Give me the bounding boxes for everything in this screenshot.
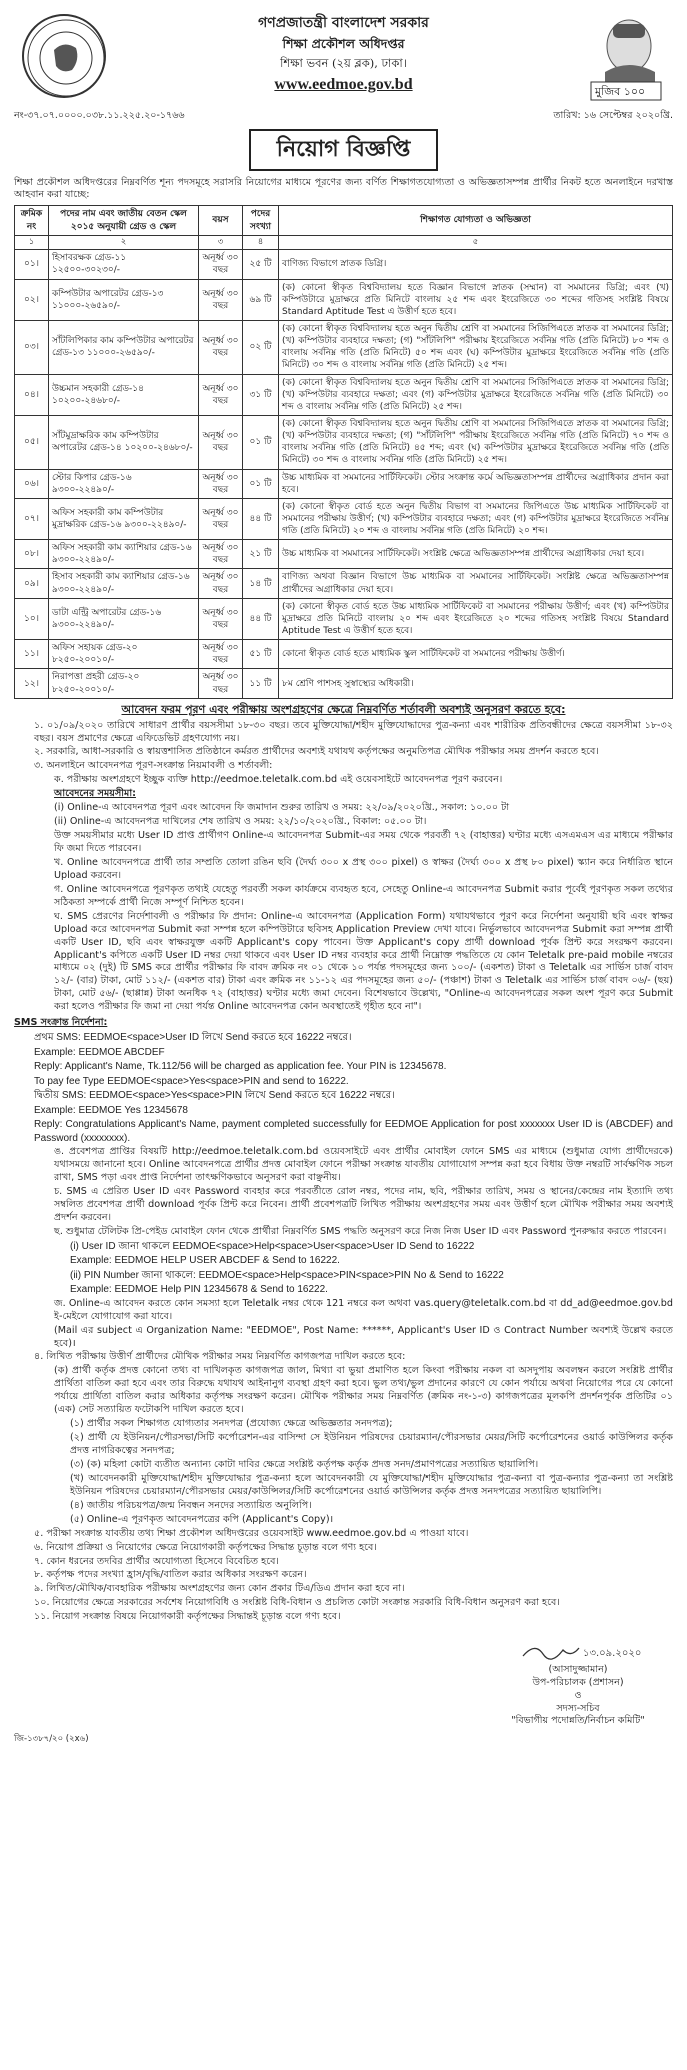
sms-line: Example: EEDMOE Yes 12345678 <box>34 1104 188 1116</box>
cell-count: ৩১ টি <box>243 374 279 415</box>
rule-doc-a: (ক) প্রার্থী কর্তৃক প্রদত্ত কোনো তথ্য বা দাখিলকৃত কাগজপত্র জাল, মিথ্যা বা ভুয়া প্রমাণিত হলে কিংবা পরীক্ষায় নকল বা অসদুপায় অবলম্বন করলে সংশ্লিষ্ট প্রার্থীর প্রার্থিতা বাতিল করা হবে এবং তার বিরুদ্ধে যথাযথ আইনানুগ ব্যবস্থা গ্রহণ করা হবে। ভুল তথ্য/ভুল প্রদানের কারণে যে কোন পর্যায়ে অথবা নিয়োগের পরে যে কোনো পর্যায়ে প্রার্থিতা বাতিল করার অধিকার কর্তৃপক্ষ সংরক্ষণ করেন। মৌখিক পরীক্ষার সময় নিম্নবর্ণিত (ক্রমিক নং-১-৩) কাগজপত্রের মূলকপি প্রদর্শনপূর্বক প্রতিটির ০১ (এক) সেট সত্যায়িত ফটোকপি দাখিল করতে হবে। <box>54 1365 673 1416</box>
col-number: ২ <box>49 235 199 250</box>
cell-qualification: (ক) কোনো স্বীকৃত বিশ্ববিদ্যালয় হতে অনুন দ্বিতীয় শ্রেণি বা সমমানের সিজিপিএতে স্নাতক বা সমমানের ডিগ্রি; (খ) কম্পিউটার ব্যবহারে দক্ষতা; এবং (গ) কম্পিউটার মুদ্রাক্ষরে ইংরেজিতে সর্বনিম্ন গতি (প্রতি মিনিটে) ৩০ শব্দ ও বাংলায় সর্বনিম্ন গতি (প্রতি মিনিটে) ২৫ শব্দ। <box>279 374 673 415</box>
department-address: শিক্ষা ভবন (২য় ব্লক), ঢাকা। <box>280 55 407 70</box>
cell-age: অনূর্ধ্ব ৩০ বছর <box>199 415 243 469</box>
website-link[interactable]: www.eedmoe.gov.bd <box>274 76 413 94</box>
table-row <box>15 669 673 698</box>
signature-scribble <box>483 1638 673 1664</box>
signature-date: ১৩.০৯.২০২০ <box>583 1648 642 1660</box>
table-row <box>15 540 673 569</box>
th-qualification: শিক্ষাগত যোগ্যতা ও অভিজ্ঞতা <box>279 206 673 235</box>
schedule-end: (ii) Online-এ আবেদনপত্র দাখিলের শেষ তারিখ ও সময়: ২২/১০/২০২০খ্রি., বিকাল: ০৫.০০ টা। <box>54 816 427 828</box>
rule-doc-e: (খ) আবেদনকারী মুক্তিযোদ্ধা/শহীদ মুক্তিযোদ্ধার পুত্র-কন্যা হলে আবেদনকারী যে মুক্তিযোদ্ধা/শহীদ মুক্তিযোদ্ধার পুত্র-কন্যা বা পুত্র-কন্যার পুত্র-কন্যা তা সংশ্লিষ্ট ইউনিয়ন পরিষদের চেয়ারম্যান/পৌরসভার মেয়র/কাউন্সিলর/সিটি কর্পোরেশনের ওয়ার্ড কাউন্সিলর কর্তৃক প্রদত্ত সনদপত্রের সত্যায়িত ছায়ালিপি। <box>70 1472 673 1497</box>
cell-age: অনূর্ধ্ব ৩০ বছর <box>199 279 243 320</box>
cell-post-name: সাঁটলিপিকার কাম কম্পিউটার অপারেটর গ্রেড-১৩ ১১০০০-২৬৫৯০/- <box>49 320 199 374</box>
rule-sms-fee: ঘ. SMS প্রেরণের নির্দেশাবলী ও পরীক্ষার ফি প্রদান: Online-এ আবেদনপত্র (Application Form) যথাযথভাবে পূরণ করে নির্দেশনা অনুযায়ী ছবি এবং স্বাক্ষর Upload করে আবেদনপত্র Submit করা সম্পন্ন হলে কম্পিউটারে ছবিসহ Application Preview দেখা যাবে। নির্ভুলভাবে আবেদনপত্র Submit করা সম্পন্ন প্রার্থী একটি User ID, ছবি এবং স্বাক্ষরযুক্ত একটি Applicant's copy পাবেন। উক্ত Applicant's copy প্রার্থী download পূর্বক প্রিন্ট করে সংরক্ষণ করবেন। Applicant's কপিতে একটি User ID নম্বর দেয়া থাকবে এবং User ID নম্বর ব্যবহার করে প্রার্থী নিম্নোক্ত পদ্ধতিতে যে কোন Teletalk pre-paid mobile নম্বরের মাধ্যমে ০২ (দুই) টি SMS করে প্রার্থীর পরীক্ষার ফি বাবদ ক্রমিক নং ০১ থেকে ১০ পর্যন্ত পদসমূহের জন্য ১০০/- (একশত) টাকা ও Teletalk এর সার্ভিস চার্জ বাবদ ১২/- (বার) টাকা, মোট ১১২/- (একশত বার) টাকা এবং ক্রমিক নং ১১-১২ এর পদসমূহের জন্য ৫০/- (পঞ্চাশ) টাকা ও Teletalk এর সার্ভিস চার্জ বাবদ ০৬/- (ছয়) টাকা, মোট ৫৬/- (ছাপ্পান্ন) টাকা অনধিক ৭২ (বাহাত্তর) ঘণ্টার মধ্যে জমা দেবেন। বিশেষভাবে উল্লেখ্য, "Online-এ আবেদনপত্রের সকল অংশ পূরণ করে Submit করা হলেও পরীক্ষার ফি জমা না দেয়া পর্যন্ত Online আবেদনপত্র কোন অবস্থাতেই গৃহীত হবে না"। <box>54 910 673 1013</box>
condition-permission: ২. সরকারি, আধা-সরকারি ও স্বায়ত্তশাসিত প্রতিষ্ঠানে কর্মরত প্রার্থীদের অবশ্যই যথাযথ কর্তৃপক্ষের অনুমতিপত্র মৌখিক পরীক্ষার সময় প্রদর্শন করতে হবে। <box>34 746 599 758</box>
cell-qualification: উচ্চ মাধ্যমিক বা সমমানের সার্টিফিকেট। স্টোর সংক্রান্ত কর্মে অভিজ্ঞতাসম্পন্ন প্রার্থীদের অগ্রাধিকার প্রদান করা হবে। <box>279 469 673 498</box>
cell-post-name: নিরাপত্তা প্রহরী গ্রেড-২০ ৮২৫০-২০০১০/- <box>49 669 199 698</box>
col-number: ৫ <box>279 235 673 250</box>
sms-line: প্রথম SMS: EEDMOE<space>User ID লিখে Send করতে হবে 16222 নম্বরে। <box>34 1032 352 1044</box>
signer-name: (আসাদুজ্জামান) <box>548 1664 608 1676</box>
cell-age: অনূর্ধ্ব ৩০ বছর <box>199 569 243 598</box>
sms-line: (ii) PIN Number জানা থাকলে: EEDMOE<space>Help<space>PIN<space>PIN No & Send to 16222 <box>70 1269 504 1281</box>
th-post: পদের নাম এবং জাতীয় বেতন স্কেল ২০১৫ অনুযায়ী গ্রেড ও স্কেল <box>49 206 199 235</box>
cell-post-name: অফিস সহকারী কাম ক্যাশিয়ার গ্রেড-১৬ ৯৩০০-২২৪৯০/- <box>49 540 199 569</box>
notice-title: নিয়োগ বিজ্ঞপ্তি <box>249 129 439 171</box>
rule-download-admit: চ. SMS এ প্রেরিত User ID এবং Password ব্যবহার করে পরবর্তীতে রোল নম্বর, পদের নাম, ছবি, পরীক্ষার তারিখ, সময় ও স্থানের/কেন্দ্রের নাম ইত্যাদি তথ্য সম্বলিত প্রবেশপত্র প্রার্থী download পূর্বক প্রিন্ট করে নিবেন। প্রার্থী প্রবেশপত্রটি লিখিত পরীক্ষায় অংশগ্রহণের সময় এবং উত্তীর্ণ হলে মৌখিক পরীক্ষার সময় অবশ্যই প্রদর্শন করবেন। <box>54 1185 673 1223</box>
signer-designation: উপ-পরিচালক (প্রশাসন) <box>532 1677 624 1689</box>
rule-apply-url: ক. পরীক্ষায় অংশগ্রহণে ইচ্ছুক ব্যক্তি http://eedmoe.teletalk.com.bd এই ওয়েবসাইটে আবেদনপত্র পূরণ করবেন। <box>54 774 503 786</box>
table-row <box>15 320 673 374</box>
table-row <box>15 598 673 639</box>
cell-serial: ০৭। <box>15 498 49 539</box>
cell-count: ৪৪ টি <box>243 498 279 539</box>
print-code: জি-১৩৮৭/২০ (২x৬) <box>14 1734 89 1745</box>
cell-post-name: কম্পিউটার অপারেটর গ্রেড-১৩ ১১০০০-২৬৫৯০/- <box>49 279 199 320</box>
table-row <box>15 640 673 669</box>
rule-recover-credentials: ছ. শুধুমাত্র টেলিটক প্রি-পেইড মোবাইল ফোন থেকে প্রার্থীরা নিম্নবর্ণিত SMS পদ্ধতি অনুসরণ করে নিজ নিজ User ID এবং Password পুনরুদ্ধার করতে পারবেন। <box>54 1225 667 1237</box>
svg-text:মুজিব ১০০: মুজিব ১০০ <box>595 85 646 98</box>
rule-post-count: ৮. কর্তৃপক্ষ পদের সংখ্যা হ্রাস/বৃদ্ধি/বাতিল করার অধিকার সংরক্ষণ করেন। <box>34 1569 307 1581</box>
government-seal-icon <box>22 14 106 98</box>
sms-line: (i) User ID জানা থাকলে EEDMOE<space>Help<space>User<space>User ID Send to 16222 <box>70 1240 475 1252</box>
cell-qualification: (ক) কোনো স্বীকৃত বোর্ড হতে উচ্চ মাধ্যমিক সার্টিফিকেট বা সমমানের পরীক্ষায় উত্তীর্ণ; এবং (খ) কম্পিউটার মুদ্রাক্ষরে প্রতি মিনিটে বাংলায় ২০ শব্দ এবং ইংরেজিতে ২০ শব্দের গতিসহ সংশ্লিষ্ট বিষয়ে Standard Aptitude Test এ উত্তীর্ণ হতে হবে। <box>279 598 673 639</box>
cell-post-name: অফিস সহকারী কাম কম্পিউটার মুদ্রাক্ষরিক গ্রেড-১৬ ৯৩০০-২২৪৯০/- <box>49 498 199 539</box>
rule-quota: ১০. নিয়োগের ক্ষেত্রে সরকারের সর্বশেষ নিয়োগবিধি ও সংশ্লিষ্ট বিধি-বিধান ও প্রচলিত কোটা সংক্রান্ত সরকারি বিধি-বিধান অনুসরণ করা হবে। <box>34 1597 560 1609</box>
cell-qualification: ৮ম শ্রেণি পাশসহ সুস্বাস্থ্যের অধিকারী। <box>279 669 673 698</box>
intro-paragraph: শিক্ষা প্রকৌশল অধিদপ্তরের নিম্নবর্ণিত শূন্য পদসমূহে সরাসরি নিয়োগের মাধ্যমে পূরণের জন্য বর্ণিত শিক্ষাগতযোগ্যতা ও অভিজ্ঞতাসম্পন্ন প্রার্থীর নিকট হতে অনলাইনে দরখাস্ত আহবান করা যাচ্ছে: <box>14 176 673 201</box>
rule-doc-g: (৫) Online-এ পূরণকৃত আবেদনপত্রের কপি (Applicant's Copy)। <box>70 1513 334 1525</box>
rule-no-ta-da: ৯. লিখিত/মৌখিক/ব্যবহারিক পরীক্ষায় অংশগ্রহণের জন্য কোন প্রকার টিএ/ডিএ প্রদান করা হবে না। <box>34 1583 405 1595</box>
rule-photo-upload: খ. Online আবেদনপত্রে প্রার্থী তার সম্প্রতি তোলা রঙিন ছবি (দৈর্ঘ্য ৩০০ x প্রস্থ ৩০০ pixel) ও স্বাক্ষর (দৈর্ঘ্য ৩০০ x প্রস্থ ৮০ pixel) স্ক্যান করে নির্ধারিত স্থানে Upload করবেন। <box>54 856 673 881</box>
signer-conjunction: ও <box>574 1689 582 1701</box>
cell-serial: ১১। <box>15 640 49 669</box>
col-number: ৩ <box>199 235 243 250</box>
posts-table <box>14 205 673 698</box>
cell-post-name: স্টোর কিপার গ্রেড-১৬ ৯৩০০-২২৪৯০/- <box>49 469 199 498</box>
cell-qualification: (ক) কোনো স্বীকৃত বিশ্ববিদ্যালয় হতে অনুন দ্বিতীয় শ্রেণি বা সমমানের সিজিপিএতে স্নাতক বা সমমানের ডিগ্রি; (খ) কম্পিউটার ব্যবহারে দক্ষতা; (গ) "সাঁটলিপি" পরীক্ষায় ইংরেজিতে সর্বনিম্ন গতি (প্রতি মিনিটে) ৮০ শব্দ ও বাংলায় সর্বনিম্ন গতি (প্রতি মিনিটে) ৫০ শব্দ এবং (ঘ) কম্পিউটার মুদ্রাক্ষরে ইংরেজিতে সর্বনিম্ন গতি (প্রতি মিনিটে) ৩০ শব্দ ও বাংলায় সর্বনিম্ন গতি (প্রতি মিনিটে) ২৫ শব্দ। <box>279 320 673 374</box>
cell-serial: ১০। <box>15 598 49 639</box>
condition-age: ১. ০১/০৯/২০২০ তারিখে সাধারণ প্রার্থীর বয়সসীমা ১৮-৩০ বছর। তবে মুক্তিযোদ্ধা/শহীদ মুক্তিযোদ্ধাদের পুত্র-কন্যা এবং শারীরিক প্রতিবন্ধীদের ক্ষেত্রে বয়সসীমা ১৮-৩২ বছর। বয়স প্রমাণের ক্ষেত্রে এফিডেভিট গ্রহণযোগ্য নয়। <box>34 719 673 744</box>
th-count: পদের সংখ্যা <box>243 206 279 235</box>
cell-post-name: হিসাবরক্ষক গ্রেড-১১ ১২৫০০-৩০২৩০/- <box>49 250 199 279</box>
cell-count: ০১ টি <box>243 415 279 469</box>
cell-count: ৫১ টি <box>243 640 279 669</box>
cell-qualification: বাণিজ্য অথবা বিজ্ঞান বিভাগে উচ্চ মাধ্যমিক বা সমমানের সার্টিফিকেট। সংশ্লিষ্ট ক্ষেত্রে অভিজ্ঞতাসম্পন্ন প্রার্থীদের অগ্রাধিকার দেয়া হবে। <box>279 569 673 598</box>
cell-count: ১৪ টি <box>243 569 279 598</box>
table-row <box>15 374 673 415</box>
memo-number: নং-৩৭.০৭.০০০০.০৩৮.১১.২২৫.২০-১৭৬৬ <box>14 110 185 121</box>
cell-count: ১১ টি <box>243 669 279 698</box>
conditions-title: আবেদন ফরম পূরণ এবং পরীক্ষায় অংশগ্রহণের ক্ষেত্রে নিম্নবর্ণিত শর্তাবলী অবশ্যই অনুসরণ করতে হবে: <box>121 702 566 716</box>
cell-count: ০১ টি <box>243 469 279 498</box>
table-row <box>15 498 673 539</box>
cell-serial: ০২। <box>15 279 49 320</box>
th-serial: ক্রমিক নং <box>15 206 49 235</box>
rule-website: ৫. পরীক্ষা সংক্রান্ত যাবতীয় তথ্য শিক্ষা প্রকৌশল অধিদপ্তরের ওয়েবসাইট www.eedmoe.gov.bd এ পাওয়া যাবে। <box>34 1527 469 1539</box>
condition-online-rules: ৩. অনলাইনে আবেদনপত্র পূরণ-সংক্রান্ত নিয়মাবলী ও শর্তাবলী: <box>34 760 273 772</box>
cell-post-name: অফিস সহায়ক গ্রেড-২০ ৮২৫০-২০০১০/- <box>49 640 199 669</box>
sms-line: To pay fee Type EEDMOE<space>Yes<space>PIN and send to 16222. <box>34 1075 349 1087</box>
rule-doc-d: (৩) (ক) মহিলা কোটা ব্যতীত অন্যান্য কোটা দাবির ক্ষেত্রে সংশ্লিষ্ট কর্তৃপক্ষ কর্তৃক প্রদত্ত সনদ/প্রমাণপত্রের সত্যায়িত ছায়ালিপি। <box>70 1458 539 1470</box>
cell-qualification: (ক) কোনো স্বীকৃত বিশ্ববিদ্যালয় হতে বিজ্ঞান বিভাগে স্নাতক (সম্মান) বা সমমানের ডিগ্রি; এবং (খ) কম্পিউটারে মুদ্রাক্ষরে প্রতি মিনিটে বাংলায় ২৫ শব্দ এবং ইংরেজিতে ৩০ শব্দের গতিসহ সংশ্লিষ্ট বিষয়ে Standard Aptitude Test এ উত্তীর্ণ হতে হবে। <box>279 279 673 320</box>
schedule-fee-window: উক্ত সময়সীমার মধ্যে User ID প্রাপ্ত প্রার্থীগণ Online-এ আবেদনপত্র Submit-এর সময় থেকে পরবর্তী ৭২ (বাহাত্তর) ঘণ্টার মধ্যে এসএমএস এর মাধ্যমে পরীক্ষার ফি জমা দিতে পারবেন। <box>54 830 673 855</box>
cell-qualification: (ক) কোনো স্বীকৃত বিশ্ববিদ্যালয় হতে অনুন দ্বিতীয় শ্রেণি বা সমমানের সিজিপিএতে স্নাতক বা সমমানের ডিগ্রি; (খ) কম্পিউটার ব্যবহারে দক্ষতা; (গ) "সাঁটলিপি" পরীক্ষায় ইংরেজিতে সর্বনিম্ন গতি (প্রতি মিনিটে) ৭০ শব্দ ও বাংলায় সর্বনিম্ন গতি (প্রতি মিনিটে) ৪৫ শব্দ; এবং (ঘ) কম্পিউটার মুদ্রাক্ষরে ইংরেজিতে সর্বনিম্ন গতি (প্রতি মিনিটে) ৩০ শব্দ ও বাংলায় সর্বনিম্ন গতি (প্রতি মিনিটে) ২৫ শব্দ। <box>279 415 673 469</box>
signature-area <box>14 1638 673 1728</box>
govt-name: গণপ্রজাতন্ত্রী বাংলাদেশ সরকার <box>258 15 429 31</box>
rule-documents: ৪. লিখিত পরীক্ষায় উত্তীর্ণ প্রার্থীদের মৌখিক পরীক্ষার সময় নিম্নবর্ণিত কাগজপত্র দাখিল করতে হবে: <box>34 1351 406 1363</box>
cell-serial: ০৬। <box>15 469 49 498</box>
cell-qualification: উচ্চ মাধ্যমিক বা সমমানের সার্টিফিকেট। সংশ্লিষ্ট ক্ষেত্রে অভিজ্ঞতাসম্পন্ন প্রার্থীদের অগ্রাধিকার দেয়া হবে। <box>279 540 673 569</box>
rule-lobbying: ৭. কোন ধরনের তদবির প্রার্থীর অযোগ্যতা হিসেবে বিবেচিত হবে। <box>34 1555 279 1567</box>
cell-age: অনূর্ধ্ব ৩০ বছর <box>199 320 243 374</box>
cell-age: অনূর্ধ্ব ৩০ বছর <box>199 540 243 569</box>
cell-serial: ০৪। <box>15 374 49 415</box>
notice-date: তারিখ: ১৬ সেপ্টেম্বর ২০২০খ্রি. <box>553 110 673 121</box>
cell-qualification: বাণিজ্য বিভাগে স্নাতক ডিগ্রি। <box>279 250 673 279</box>
cell-serial: ০৫। <box>15 415 49 469</box>
table-row <box>15 569 673 598</box>
sms-line: Example: EEDMOE Help PIN 12345678 & Send to 16222. <box>70 1284 328 1296</box>
sms-line: Reply: Congratulations Applicant's Name, payment completed successfully for EEDMOE Application for post xxxxxxx User ID is (ABCDEF) and Password (xxxxxxxx). <box>34 1119 673 1144</box>
rule-doc-b: (১) প্রার্থীর সকল শিক্ষাগত যোগ্যতার সনদপত্র (প্রযোজ্য ক্ষেত্রে অভিজ্ঞতার সনদপত্র); <box>70 1418 393 1430</box>
cell-post-name: ডাটা এন্ট্রি অপারেটর গ্রেড-১৬ ৯৩০০-২২৪৯০/- <box>49 598 199 639</box>
cell-serial: ০৩। <box>15 320 49 374</box>
table-row <box>15 469 673 498</box>
schedule-title: আবেদনের সময়সীমা: <box>54 788 136 800</box>
cell-serial: ০৮। <box>15 540 49 569</box>
mujib-centenary-logo <box>583 12 667 102</box>
cell-qualification: কোনো স্বীকৃত বোর্ড হতে মাধ্যমিক স্কুল সার্টিফিকেট বা সমমানের পরীক্ষায় উত্তীর্ণ। <box>279 640 673 669</box>
cell-count: ৪৪ টি <box>243 598 279 639</box>
rule-final-decision: ১১. নিয়োগ সংক্রান্ত বিষয়ে নিয়োগকারী কর্তৃপক্ষের সিদ্ধান্তই চূড়ান্ত বলে গণ্য হবে। <box>34 1611 341 1623</box>
cell-serial: ০৯। <box>15 569 49 598</box>
table-row <box>15 250 673 279</box>
rule-verify-info: গ. Online আবেদনপত্রে পূরণকৃত তথ্যই যেহেতু পরবর্তী সকল কার্যক্রমে ব্যবহৃত হবে, সেহেতু Online-এ আবেদনপত্র Submit করার পূর্বেই পূরণকৃত সকল তথ্যের সঠিকতা সম্পর্কে প্রার্থী নিজে সম্পূর্ণ নিশ্চিত হবেন। <box>54 883 673 908</box>
letterhead <box>14 12 673 108</box>
col-number: ১ <box>15 235 49 250</box>
cell-age: অনূর্ধ্ব ৩০ বছর <box>199 469 243 498</box>
rule-contact: জ. Online-এ আবেদন করতে কোন সমস্যা হলে Teletalk নম্বর থেকে 121 নম্বরে কল অথবা vas.query@teletalk.com.bd বা dd_ad@eedmoe.gov.bd ই-মেইলে যোগাযোগ করা যাবে। <box>54 1297 673 1322</box>
cell-qualification: (ক) কোনো স্বীকৃত বোর্ড হতে অনুন দ্বিতীয় বিভাগ বা সমমানের জিপিএতে উচ্চ মাধ্যমিক সার্টিফিকেট বা সমমানের পরীক্ষায় উত্তীর্ণ; (খ) কম্পিউটার ব্যবহারে দক্ষতা; এবং (গ) কম্পিউটার মুদ্রাক্ষরে ইংরেজিতে সর্বনিম্ন গতি (প্রতি মিনিটে) ২০ শব্দ ও বাংলায় সর্বনিম্ন গতি (প্রতি মিনিটে) ২০ শব্দ। <box>279 498 673 539</box>
cell-post-name: হিসাব সহকারী কাম ক্যাশিয়ার গ্রেড-১৬ ৯৩০০-২২৪৯০/- <box>49 569 199 598</box>
schedule-start: (i) Online-এ আবেদনপত্র পূরণ এবং আবেদন ফি জমাদান শুরুর তারিখ ও সময়: ২২/০৯/২০২০খ্রি., সকাল: ১০.০০ টা <box>54 802 510 814</box>
rule-mail-subject: (Mail এর subject এ Organization Name: "EEDMOE", Post Name: ******, Applicant's User ID ও Contract Number অবশ্যই উল্লেখ করতে হবে)। <box>54 1324 673 1349</box>
cell-serial: ১২। <box>15 669 49 698</box>
cell-post-name: সাঁটমুদ্রাক্ষরিক কাম কম্পিউটার অপারেটর গ্রেড-১৪ ১০২০০-২৪৬৮০/- <box>49 415 199 469</box>
cell-serial: ০১। <box>15 250 49 279</box>
rule-doc-c: (২) প্রার্থী যে ইউনিয়ন/পৌরসভা/সিটি কর্পোরেশন-এর বাসিন্দা সে ইউনিয়ন পরিষদের চেয়ারম্যান/পৌরসভার মেয়র/সিটি কর্পোরেশনের ওয়ার্ড কাউন্সিলর কর্তৃক প্রদত্ত নাগরিকত্বের সনদপত্র; <box>70 1432 673 1457</box>
table-row <box>15 415 673 469</box>
cell-age: অনূর্ধ্ব ৩০ বছর <box>199 598 243 639</box>
cell-post-name: উচ্চমান সহকারী গ্রেড-১৪ ১০২০০-২৪৬৮০/- <box>49 374 199 415</box>
cell-age: অনূর্ধ্ব ৩০ বছর <box>199 640 243 669</box>
cell-count: ০২ টি <box>243 320 279 374</box>
cell-count: ৬৯ টি <box>243 279 279 320</box>
cell-age: অনূর্ধ্ব ৩০ বছর <box>199 669 243 698</box>
col-number: ৪ <box>243 235 279 250</box>
sms-title: SMS সংক্রান্ত নির্দেশনা: <box>14 1017 108 1029</box>
rule-doc-f: (৪) জাতীয় পরিচয়পত্র/জন্ম নিবন্ধন সনদের সত্যায়িত অনুলিপি। <box>70 1499 312 1511</box>
signer-role: সদস্য-সচিব <box>556 1702 600 1714</box>
sms-line: Reply: Applicant's Name, Tk.112/56 will be charged as application fee. Your PIN is 12345678. <box>34 1061 447 1073</box>
cell-age: অনূর্ধ্ব ৩০ বছর <box>199 374 243 415</box>
table-row <box>15 279 673 320</box>
cell-count: ২৫ টি <box>243 250 279 279</box>
signer-committee: "বিভাগীয় পদোন্নতি/নির্বাচন কমিটি" <box>511 1715 645 1727</box>
sms-line: Example: EEDMOE ABCDEF <box>34 1046 165 1058</box>
rule-decision: ৬. নিয়োগ প্রক্রিয়া ও নিয়োগের ক্ষেত্রে নিয়োগকারী কর্তৃপক্ষের সিদ্ধান্ত চূড়ান্ত বলে গণ্য হবে। <box>34 1541 377 1553</box>
sms-line: Example: EEDMOE HELP USER ABCDEF & Send to 16222. <box>70 1255 340 1267</box>
th-age: বয়স <box>199 206 243 235</box>
department-name: শিক্ষা প্রকৌশল অধিদপ্তর <box>282 35 405 51</box>
cell-age: অনূর্ধ্ব ৩০ বছর <box>199 498 243 539</box>
rule-admit-card: ঙ. প্রবেশপত্র প্রাপ্তির বিষয়টি http://eedmoe.teletalk.com.bd ওয়েবসাইটে এবং প্রার্থীর মোবাইল ফোনে SMS এর মাধ্যমে (শুধুমাত্র যোগ্য প্রার্থীদেরকে) যথাসময়ে জানানো হবে। Online আবেদনপত্রে প্রার্থীর প্রদত্ত মোবাইল ফোনে পরীক্ষা সংক্রান্ত যাবতীয় যোগাযোগ সম্পন্ন করা হবে বিধায় উক্ত নম্বরটি সার্বক্ষণিক সচল রাখা, SMS পড়া এবং প্রাপ্ত নির্দেশনা তাৎক্ষণিকভাবে অনুসরণ করা বাঞ্ছনীয়। <box>54 1146 673 1184</box>
cell-age: অনূর্ধ্ব ৩০ বছর <box>199 250 243 279</box>
cell-count: ২১ টি <box>243 540 279 569</box>
sms-line: দ্বিতীয় SMS: EEDMOE<space>Yes<space>PIN লিখে Send করতে হবে 16222 নম্বরে। <box>34 1090 395 1102</box>
